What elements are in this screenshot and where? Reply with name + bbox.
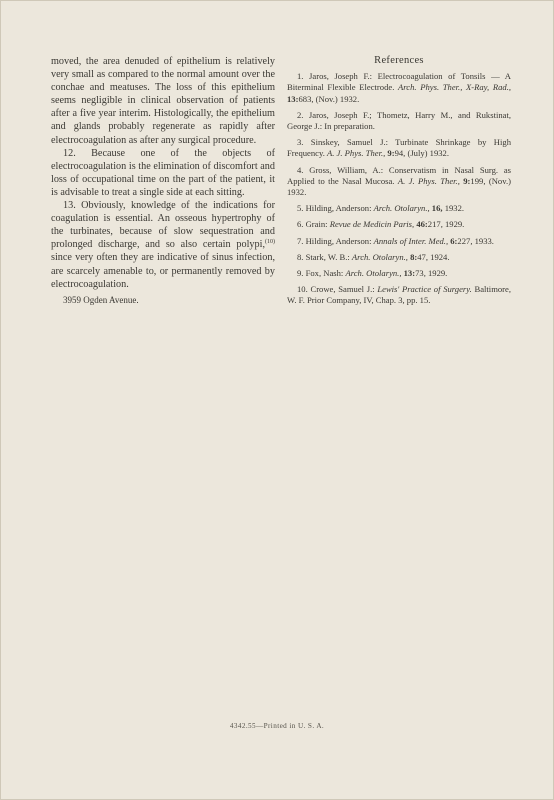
reference-text: 1. Jaros, Joseph F.: Electrocoagulation of Tonsils — A Biterminal Flexible Electrode. [287, 71, 511, 93]
volume: 6: [448, 235, 458, 246]
reference-4 [287, 165, 511, 199]
reference-text: 7. Hilding, Anderson: [297, 235, 374, 246]
reference-text: 10. Crowe, Samuel J.: [297, 284, 378, 295]
reference-text: 1932. [442, 203, 465, 214]
volume: 13: [401, 268, 416, 279]
volume: 16, [429, 203, 443, 214]
left-column [51, 55, 275, 307]
reference-text: 683, (Nov.) 1932. [298, 93, 360, 104]
journal-title: A. J. Phys. Ther., [327, 148, 386, 159]
paragraph-13-part-b: since very often they are indicative of sinus infection, are scarcely amenable to, or permanently removed by electrocoagulation. [51, 252, 275, 290]
reference-text: 6. Grain: [297, 219, 330, 230]
reference-text: 2. Jaros, Joseph F.; Thometz, Harry M., and Rukstinat, George J.: In preparation. [287, 109, 511, 132]
paragraph-continued: moved, the area denuded of epithelium is relatively very small as compared to the normal amount over the conchae and meatuses. The loss of this epithelium seems negligible in clinical observation of patients after a five year interim. Histologically, the epithelium and glands probably regenerate as rapidly after electrocoagulation as after any surgical procedure. [51, 56, 275, 146]
volume: 8: [407, 251, 418, 262]
reference-8 [287, 252, 511, 263]
reference-5 [287, 203, 511, 214]
volume: 9: [459, 175, 471, 186]
reference-2 [287, 110, 511, 132]
reference-6 [287, 219, 511, 230]
volume: 46: [414, 219, 428, 230]
reference-text: 4. Gross, William, A.: Conservatism in Nasal Surg. as Applied to the Nasal Mucosa. [287, 164, 511, 186]
journal-title: Arch. Otolaryn., [373, 203, 430, 214]
paragraph-13 [51, 199, 275, 291]
reference-text: 5. Hilding, Anderson: [297, 203, 374, 214]
journal-title: Revue de Medicin Paris, [329, 219, 415, 230]
journal-title: A. J. Phys. Ther., [397, 175, 460, 186]
reference-text: 199, (Nov.) 1932. [287, 175, 511, 198]
reference-text: 8. Stark, W. B.: [297, 251, 352, 262]
citation-superscript: (10) [265, 239, 275, 246]
reference-text: 9. Fox, Nash: [297, 268, 346, 279]
reference-text: 3. Sinskey, Samuel J.: Turbinate Shrinkage by High Frequency. [287, 137, 511, 159]
reference-text: Baltimore, W. F. Prior Company, IV, Chap. 3, pp. 15. [287, 284, 511, 306]
reference-text: 73, 1929. [415, 268, 448, 279]
journal-title: Annals of Inter. Med., [373, 235, 449, 246]
reference-text: 47, 1924. [417, 251, 450, 262]
reference-7 [287, 236, 511, 247]
reference-9 [287, 268, 511, 279]
journal-title: Arch. Otolaryn., [351, 251, 408, 262]
paragraph-12: 12. Because one of the objects of electrocoagulation is the elimination of discomfort and loss of occupational time on the part of the patient, it is advisable to treat a single side at each sitting. [51, 147, 275, 198]
reference-text: 227, 1933. [457, 235, 494, 246]
printer-footer: 4342.55—Printed in U. S. A. [229, 722, 325, 730]
reference-1 [287, 71, 511, 105]
author-address: 3959 Ogden Avenue. [63, 294, 139, 305]
reference-3 [287, 137, 511, 159]
volume: 9: [385, 148, 395, 159]
volume: 13: [287, 93, 299, 104]
reference-text: 94, (July) 1932. [394, 148, 450, 159]
journal-title: Arch. Phys. Ther., X-Ray, Rad., [398, 82, 511, 93]
book-title: Lewis' Practice of Surgery. [377, 284, 472, 295]
references-heading: References [374, 55, 424, 66]
paragraph-13-part-a: 13. Obviously, knowledge of the indications for coagulation is essential. An osseous hypertrophy of the turbinates, because of slow sequestration and prolonged discharge, and so also certain polypi, [51, 200, 275, 251]
journal-title: Arch. Otolaryn., [345, 268, 402, 279]
reference-10 [287, 284, 511, 306]
reference-text: 217, 1929. [427, 219, 465, 230]
references-column [287, 55, 511, 312]
